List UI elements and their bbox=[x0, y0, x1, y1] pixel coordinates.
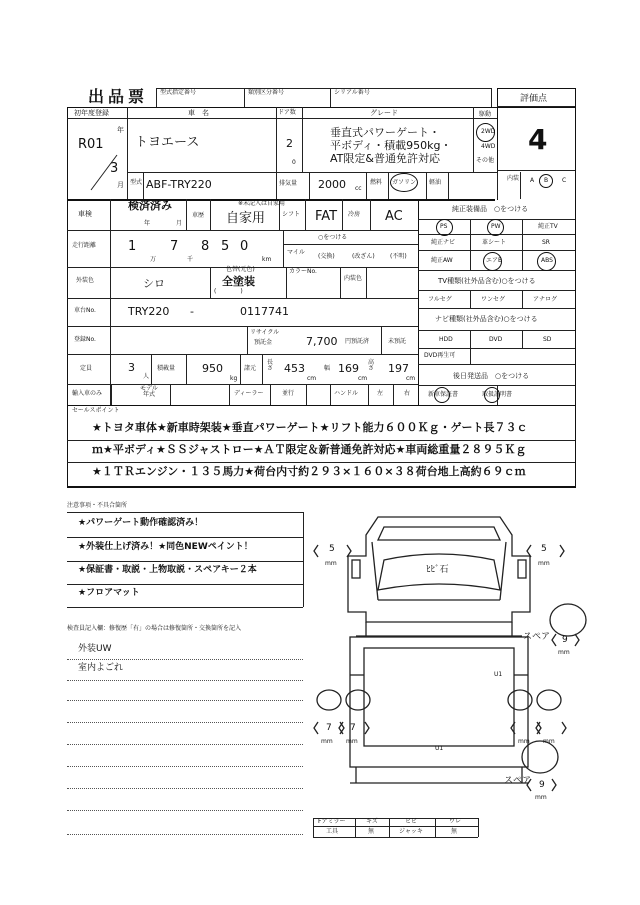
doors-value: 2 bbox=[286, 137, 293, 150]
glass-note: ﾋﾋﾞ石 bbox=[426, 565, 449, 575]
size-len-label: 長さ bbox=[267, 359, 274, 372]
selling-line-1: ★トヨタ車体★新車時架装★垂直パワーゲート★リフト能力６００Ｋｇ・ゲート長７３ｃ bbox=[92, 421, 528, 434]
tire-rl1-mm: mm bbox=[321, 738, 333, 745]
tire-fl-mm: mm bbox=[325, 560, 337, 567]
zero-mark: 0 bbox=[292, 159, 296, 166]
nav-dvd: DVD bbox=[489, 336, 503, 343]
mileage-opt1: (交換) bbox=[318, 253, 335, 260]
equip-leather: 革シート bbox=[482, 239, 507, 246]
serial-label: シリアル番号 bbox=[334, 89, 370, 96]
tire-fl: 5 bbox=[329, 544, 335, 554]
recycle-unit: 円預託済 bbox=[345, 338, 370, 345]
mileage-opt3: (不明) bbox=[390, 253, 407, 260]
recycle-unpaid: 未預託 bbox=[388, 338, 407, 345]
inspector-line-2: 室内よごれ bbox=[78, 663, 124, 673]
legend-h1: Fアミラー bbox=[318, 818, 346, 825]
displacement-value: 2000 bbox=[318, 178, 346, 191]
size-len-unit: cm bbox=[307, 375, 317, 382]
form-title: 出品票 bbox=[88, 87, 149, 106]
import-model-year: モデル年式 bbox=[140, 385, 158, 398]
equip-airbag: エアB bbox=[486, 257, 503, 264]
size-label: 諸元 bbox=[244, 365, 257, 372]
legend-h4: ワレ bbox=[449, 818, 462, 825]
size-hei-unit: cm bbox=[406, 375, 416, 382]
tv-full: フルセグ bbox=[428, 296, 452, 303]
drive-2wd: 2WD bbox=[481, 128, 496, 135]
chassis-number: 0117741 bbox=[240, 305, 289, 318]
u1-side: U1 bbox=[494, 671, 503, 678]
tv-one: ワンセグ bbox=[481, 296, 506, 303]
interior-color-label: 内装色 bbox=[344, 275, 363, 282]
tire-fr-mm: mm bbox=[538, 560, 550, 567]
note-line-2: ★外装仕上げ済み！★同色NEWペイント！ bbox=[78, 542, 253, 552]
load-label: 積載量 bbox=[157, 365, 176, 372]
reg-era: R01 bbox=[78, 137, 104, 152]
rating-value: 4 bbox=[528, 123, 548, 156]
paint-label: 色替(元色) bbox=[226, 266, 255, 273]
nav-hdd: HDD bbox=[439, 336, 453, 343]
equipment-title: 純正装備品 ○をつける bbox=[452, 205, 529, 213]
import-left: 左 bbox=[377, 390, 384, 397]
car-name: トヨエース bbox=[135, 135, 200, 150]
spare-mm-1: mm bbox=[558, 649, 570, 656]
tire-rl2-mm: mm bbox=[346, 738, 358, 745]
type-code-label: 型式指定番号 bbox=[160, 89, 197, 96]
mileage-man: 万 bbox=[150, 256, 157, 263]
tire-fr: 5 bbox=[541, 544, 547, 554]
mileage-d2: 7 bbox=[170, 239, 179, 254]
mileage-note: ○をつける bbox=[318, 234, 348, 241]
car-name-label: 車 名 bbox=[188, 109, 209, 117]
mileage-km: km bbox=[262, 256, 272, 263]
grade-line1: 垂直式パワーゲート・ bbox=[330, 126, 440, 139]
capacity-unit: 人 bbox=[143, 373, 150, 380]
cooler-value: AC bbox=[385, 209, 403, 224]
nav-sd: SD bbox=[543, 336, 552, 343]
chassis-dash: - bbox=[190, 305, 194, 318]
load-unit: kg bbox=[230, 375, 238, 382]
inspector-line-1: 外装UW bbox=[78, 644, 112, 654]
equip-sr: SR bbox=[542, 239, 550, 246]
equip-aw: 純正AW bbox=[431, 257, 453, 264]
size-wid: 169 bbox=[338, 362, 359, 375]
chassis-label: 車台No. bbox=[74, 307, 96, 314]
fuel-light: 軽油 bbox=[429, 179, 442, 186]
capacity-value: 3 bbox=[128, 361, 135, 374]
inspection-label: 車検 bbox=[78, 210, 92, 218]
exterior-value: シロ bbox=[143, 277, 165, 290]
mileage-label: 走行距離 bbox=[72, 242, 97, 249]
reg-month: 3 bbox=[110, 161, 119, 176]
size-wid-unit: cm bbox=[358, 375, 368, 382]
mileage-opt2: (改ざん) bbox=[352, 253, 375, 260]
recycle-label-2: 預託金 bbox=[254, 339, 273, 346]
interior-c: C bbox=[562, 177, 567, 184]
equip-pw: PW bbox=[491, 223, 501, 230]
import-right: 右 bbox=[404, 390, 411, 397]
reg-no-label: 登録No. bbox=[74, 336, 96, 343]
spare-label-2: スペア bbox=[504, 776, 532, 786]
equip-abs: ABS bbox=[541, 257, 553, 264]
paint-value: 全塗装 bbox=[222, 275, 255, 288]
drive-4wd: 4WD bbox=[481, 143, 496, 150]
tv-title: TV種類(社外品含む)○をつける bbox=[438, 277, 536, 285]
inspector-label: 検査員記入欄：修復歴「有」の場合は修復箇所・交換箇所を記入 bbox=[67, 625, 242, 632]
import-label: 輸入車のみ bbox=[72, 390, 103, 397]
shift-label: シフト bbox=[282, 211, 301, 218]
tv-analog: アナログ bbox=[533, 296, 558, 303]
equip-ps: PS bbox=[440, 223, 448, 230]
nav-title: ナビ種類(社外品含む)○をつける bbox=[435, 315, 538, 323]
spare-label-1: スペア bbox=[523, 632, 551, 642]
model-label: 型式 bbox=[130, 179, 143, 186]
mileage-d5: 0 bbox=[240, 239, 249, 254]
usage-note: ※未記入は自家用 bbox=[238, 200, 286, 207]
notes-label: 注意事項・不具合箇所 bbox=[67, 502, 128, 509]
interior-label: 内装 bbox=[507, 175, 520, 182]
load-value: 950 bbox=[202, 362, 223, 375]
reg-year-label: 年 bbox=[117, 126, 124, 134]
legend-h2: キズ bbox=[366, 818, 378, 825]
legend-h3: ヒビ bbox=[405, 818, 418, 825]
first-reg-label: 初年度登録 bbox=[74, 109, 109, 117]
legend-v2: 無 bbox=[368, 828, 375, 835]
u1-rear: U1 bbox=[435, 745, 444, 752]
import-handle: ハンドル bbox=[334, 390, 359, 397]
shift-value: FAT bbox=[315, 209, 338, 224]
mileage-d1: 1 bbox=[128, 239, 137, 254]
note-line-4: ★フロアマット bbox=[78, 588, 140, 598]
equip-nav: 純正ナビ bbox=[431, 239, 456, 246]
selling-label: セールスポイント bbox=[72, 407, 120, 414]
size-wid-label: 幅 bbox=[324, 365, 331, 372]
fuel-value: ガソリン bbox=[392, 179, 417, 186]
doc-warranty: 新車保証書 bbox=[428, 391, 459, 398]
spare-size-1: 9 bbox=[562, 635, 568, 645]
paint-paren: ( ) bbox=[214, 288, 243, 295]
legend-v4: 無 bbox=[451, 828, 458, 835]
grade-line3: AT限定&普通免許対応 bbox=[330, 152, 440, 165]
tire-rr1-mm: mm bbox=[518, 738, 530, 745]
import-dealer: ディーラー bbox=[234, 390, 264, 397]
displacement-unit: cc bbox=[355, 185, 362, 192]
cooler-label: 冷房 bbox=[348, 211, 361, 218]
grade-label: グレード bbox=[370, 109, 398, 117]
size-hei-label: 高さ bbox=[368, 359, 375, 372]
inspection-year: 年 bbox=[144, 220, 151, 227]
capacity-label: 定員 bbox=[80, 365, 93, 372]
displacement-label: 排気量 bbox=[279, 180, 298, 187]
mileage-d3: 8 bbox=[201, 239, 210, 254]
color-no-label: カラーNo. bbox=[289, 268, 317, 275]
inspection-value: 検済済み bbox=[128, 199, 172, 212]
rating-label: 評価点 bbox=[520, 94, 548, 104]
usage-value: 自家用 bbox=[226, 211, 266, 226]
import-parallel: 並行 bbox=[282, 390, 295, 397]
drive-label: 駆動 bbox=[479, 111, 492, 118]
dvd-label: DVD再生可 bbox=[424, 352, 456, 359]
drive-other: その他 bbox=[476, 157, 495, 164]
doors-label: ドア数 bbox=[278, 109, 296, 116]
tire-rr2-mm: mm bbox=[543, 738, 555, 745]
spare-size-2: 9 bbox=[539, 780, 545, 790]
grade-line2: 平ボディ・積載950kg・ bbox=[330, 139, 452, 152]
legend-v1: 工具 bbox=[326, 828, 339, 835]
reg-month-label: 月 bbox=[117, 181, 124, 189]
spare-mm-2: mm bbox=[535, 794, 547, 801]
fuel-label: 燃料 bbox=[370, 179, 383, 186]
docs-title: 後日発送品 ○をつける bbox=[453, 372, 530, 380]
equip-tv: 純正TV bbox=[538, 223, 558, 230]
mileage-d4: 5 bbox=[221, 239, 230, 254]
usage-label: 車歴 bbox=[192, 212, 205, 219]
note-line-3: ★保証書・取説・上物取説・スペアキー２本 bbox=[78, 565, 257, 575]
tire-rl2: 7 bbox=[350, 723, 356, 733]
tire-rl1: 7 bbox=[326, 723, 332, 733]
doc-manual: 取扱説明書 bbox=[482, 391, 513, 398]
selling-line-2: ｍ★平ボディ★ＳＳジャストロー★ＡＴ限定＆新普通免許対応★車両総重量２８９５Ｋｇ bbox=[92, 443, 527, 456]
exterior-label: 外装色 bbox=[76, 277, 95, 284]
chassis-prefix: TRY220 bbox=[128, 305, 170, 318]
note-line-1: ★パワーゲート動作確認済み！ bbox=[78, 518, 204, 528]
recycle-label-1: リサイクル bbox=[250, 329, 280, 336]
legend-v3: ジャッキ bbox=[399, 828, 423, 835]
mileage-miles: マイル bbox=[287, 249, 305, 256]
mileage-sen: 千 bbox=[187, 256, 194, 263]
interior-a: A bbox=[530, 177, 535, 184]
recycle-value: 7,700 bbox=[306, 335, 338, 348]
selling-line-3: ★１ＴＲエンジン・１３５馬力★荷台内寸約２９３×１６０×３８荷台地上高約６９ｃｍ bbox=[92, 465, 526, 478]
interior-b: B bbox=[544, 177, 549, 184]
class-code-label: 類別区分番号 bbox=[248, 89, 285, 96]
size-hei: 197 bbox=[388, 362, 409, 375]
size-len: 453 bbox=[284, 362, 305, 375]
inspection-month: 月 bbox=[176, 220, 183, 227]
model-value: ABF-TRY220 bbox=[146, 178, 212, 191]
